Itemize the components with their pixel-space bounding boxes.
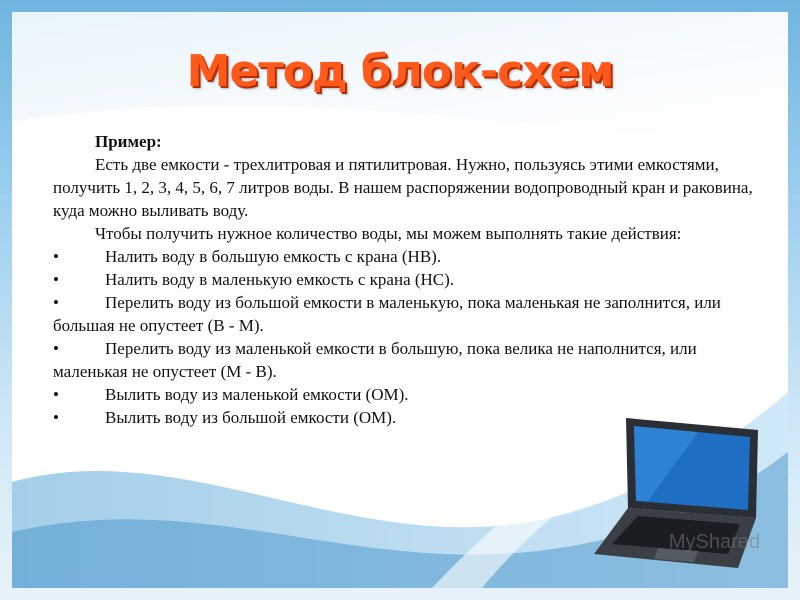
slide-canvas [12, 12, 788, 588]
intro-label: Пример: [95, 132, 162, 151]
bullet-marker: • [53, 270, 59, 289]
bullet-marker: • [53, 247, 59, 266]
bullet-item-2: • Налить воду в маленькую емкость с крана (НС). [53, 270, 455, 289]
bullet-item-4: • Перелить воду из маленькой емкости в большую, пока велика не наполнится, или маленькая не опустеет (М - В). [53, 339, 697, 381]
paragraph-2: Чтобы получить нужное количество воды, мы можем выполнять такие действия: [95, 224, 682, 243]
slide-title: Метод блок-схем [186, 46, 614, 97]
bullet-item-6: • Вылить воду из большой емкости (ОМ). [53, 408, 397, 427]
bullet-item-3: • Перелить воду из большой емкости в маленькую, пока маленькая не заполнится, или большая не опустеет (В - М). [53, 293, 721, 335]
watermark-text: MyShared [668, 531, 760, 553]
slide-text [53, 130, 753, 429]
bullet-marker: • [53, 408, 59, 427]
bullet-marker: • [53, 339, 59, 358]
bullet-marker: • [53, 293, 59, 312]
bullet-item-1: • Налить воду в большую емкость с крана (НВ). [53, 247, 442, 266]
bullet-item-5: • Вылить воду из маленькой емкости (ОМ). [53, 385, 409, 404]
paragraph-1: Есть две емкости - трехлитровая и пятилитровая. Нужно, пользуясь этими емкостями, получить 1, 2, 3, 4, 5, 6, 7 литров воды. В нашем распоряжении водопроводный кран и раковина, куда можно выливать воду. [53, 155, 753, 220]
bullet-marker: • [53, 385, 59, 404]
